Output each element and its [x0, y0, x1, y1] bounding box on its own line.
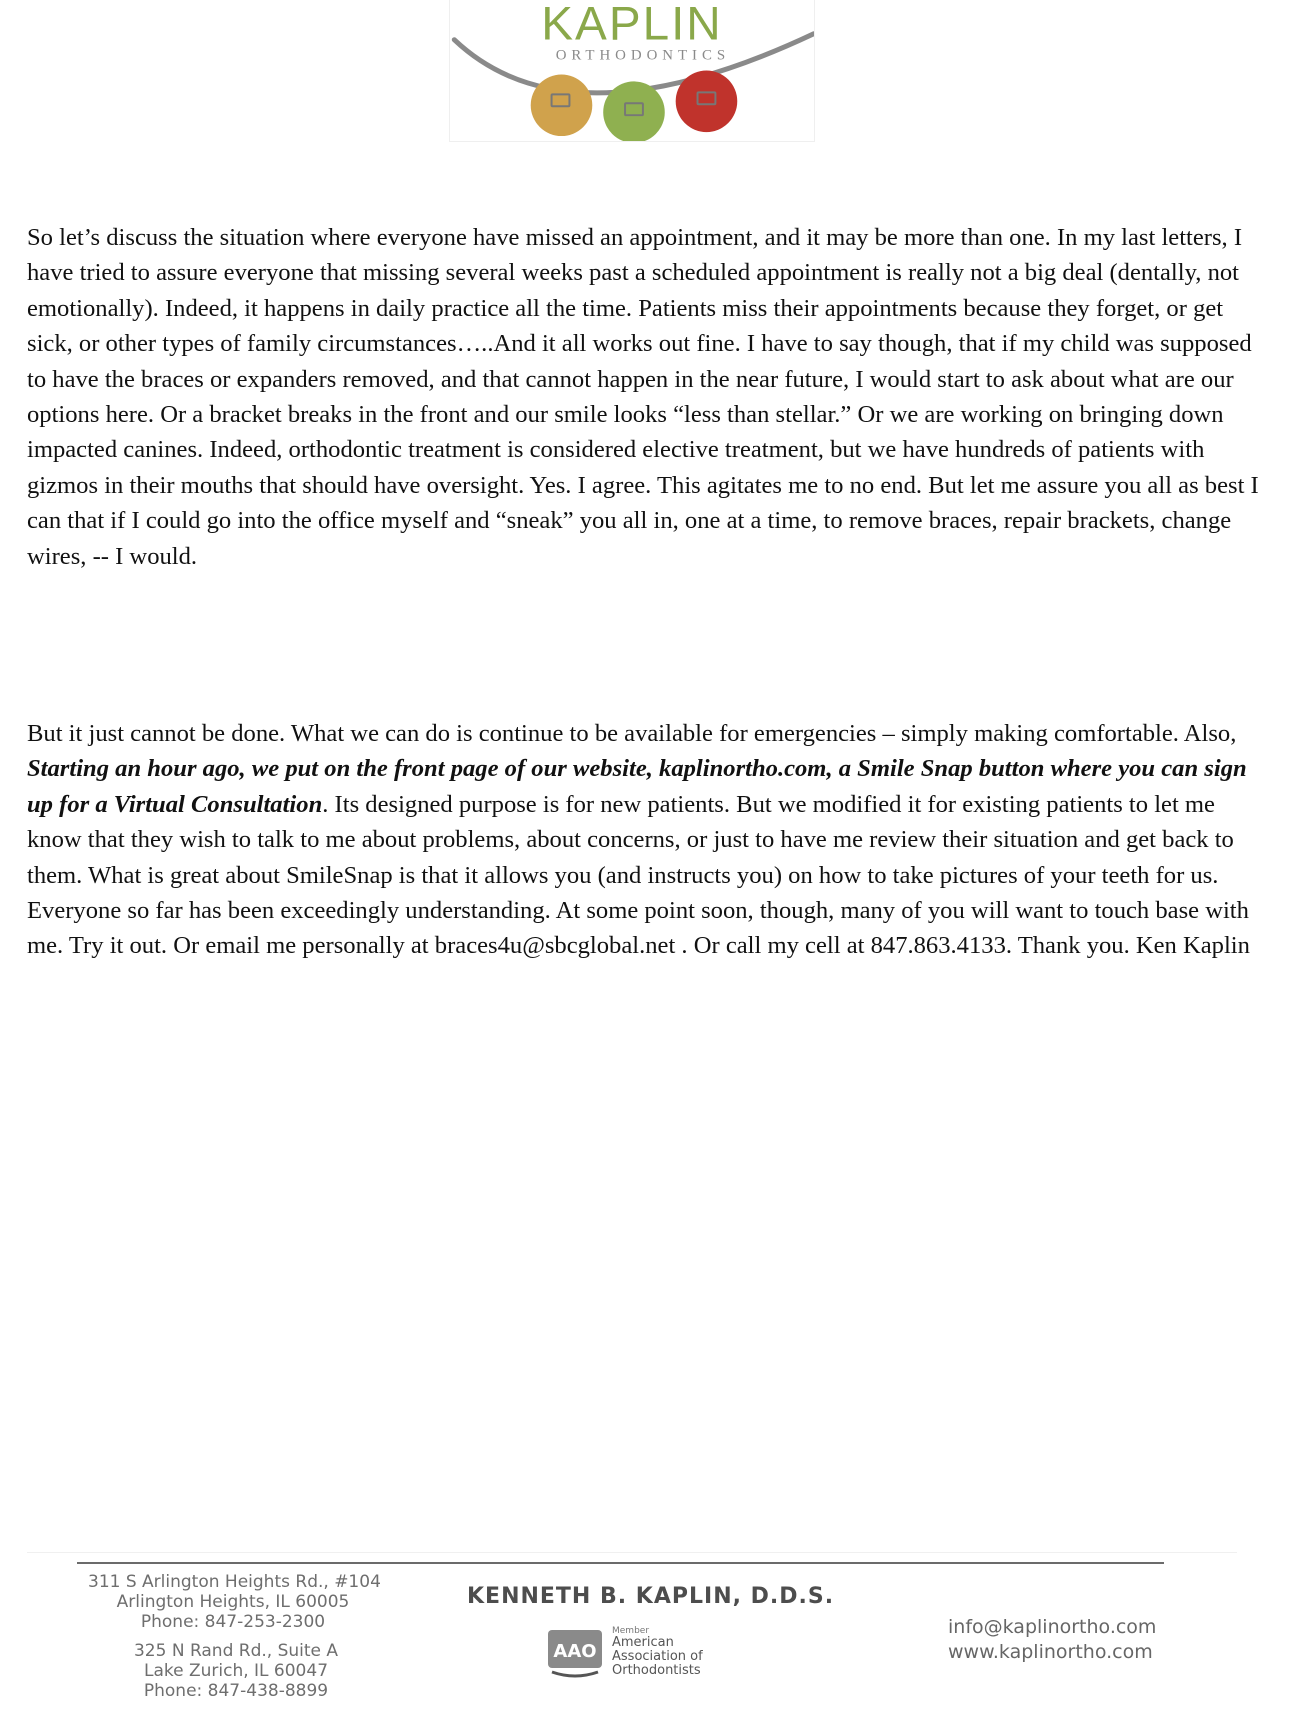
office-address-lake-zurich	[116, 1641, 356, 1701]
paragraph-2-start: But it just cannot be done. What we can do is continue to be available for emergencies – simply making comfortable. Also,	[27, 720, 1237, 747]
doctor-name: KENNETH B. KAPLIN, D.D.S.	[467, 1584, 835, 1609]
logo-subtitle-text: ORTHODONTICS	[555, 47, 731, 64]
office2-city: Lake Zurich, IL 60047	[143, 1661, 329, 1681]
letter-paragraph-2	[27, 716, 1259, 964]
office2-street: 325 N Rand Rd., Suite A	[133, 1641, 339, 1661]
aao-member-label: Member	[612, 1626, 650, 1636]
office1-city: Arlington Heights, IL 60005	[116, 1592, 350, 1612]
kaplin-orthodontics-logo	[449, 0, 815, 142]
office1-phone: Phone: 847-253-2300	[140, 1612, 326, 1632]
aao-mark-text: AAO	[553, 1641, 597, 1662]
aao-line-3: Orthodontists	[612, 1663, 701, 1678]
office-address-arlington	[88, 1572, 381, 1632]
footer-email[interactable]: info@kaplinortho.com	[948, 1616, 1157, 1638]
office2-phone: Phone: 847-438-8899	[143, 1681, 329, 1701]
aao-line-1: American	[612, 1635, 674, 1650]
footer-website[interactable]: www.kaplinortho.com	[948, 1641, 1153, 1663]
footer-divider	[77, 1562, 1164, 1564]
logo-red-circle	[676, 71, 738, 133]
footer-faint-rule	[27, 1552, 1237, 1553]
aao-line-2: Association of	[612, 1649, 703, 1664]
letter-paragraph-1: So let’s discuss the situation where everyone have missed an appointment, and it may be more than one. In my last letters, I have tried to assure everyone that missing several weeks past a scheduled appointment is really not a big deal (dentally, not emotionally). Indeed, it happens in daily practice all the time. Patients miss their appointments because they forget, or get sick, or other types of family circumstances…..And it all works out fine. I have to say though, that if my child was supposed to have the braces or expanders removed, and that cannot happen in the near future, I would start to ask about what are our options here. Or a bracket breaks in the front and our smile looks “less than stellar.” Or we are working on bringing down impacted canines. Indeed, orthodontic treatment is considered elective treatment, but we have hundreds of patients with gizmos in their mouths that should have oversight. Yes. I agree. This agitates me to no end. But let me assure you all as best I can that if I could go into the office myself and “sneak” you all in, one at a time, to remove braces, repair brackets, change wires, -- I would.	[27, 224, 1259, 570]
logo-brand-text: KAPLIN	[541, 0, 723, 51]
aao-logo-icon	[548, 1630, 602, 1678]
footer-contact	[948, 1615, 1156, 1665]
aao-member-badge	[548, 1622, 708, 1682]
aao-text	[612, 1626, 703, 1678]
paragraph-2-emphasis: Starting an hour ago, we put on the front page of our website, kaplinortho.com, a Smile Snap button where you can sign up for a Virtual Consultation	[27, 755, 1247, 818]
logo-graphic	[450, 0, 814, 141]
logo-green-circle	[603, 81, 665, 141]
office1-street: 311 S Arlington Heights Rd., #104	[88, 1572, 381, 1592]
paragraph-2-end: . Its designed purpose is for new patients. But we modified it for existing patients to let me know that they wish to talk to me about problems, about concerns, or just to have me review their situation and get back to them. What is great about SmileSnap is that it allows you (and instructs you) on how to take pictures of your teeth for us. Everyone so far has been exceedingly understanding. At some point soon, though, many of you will want to touch base with me. Try it out. Or email me personally at braces4u@sbcglobal.net . Or call my cell at 847.863.4133. Thank you. Ken Kaplin	[27, 790, 1250, 960]
